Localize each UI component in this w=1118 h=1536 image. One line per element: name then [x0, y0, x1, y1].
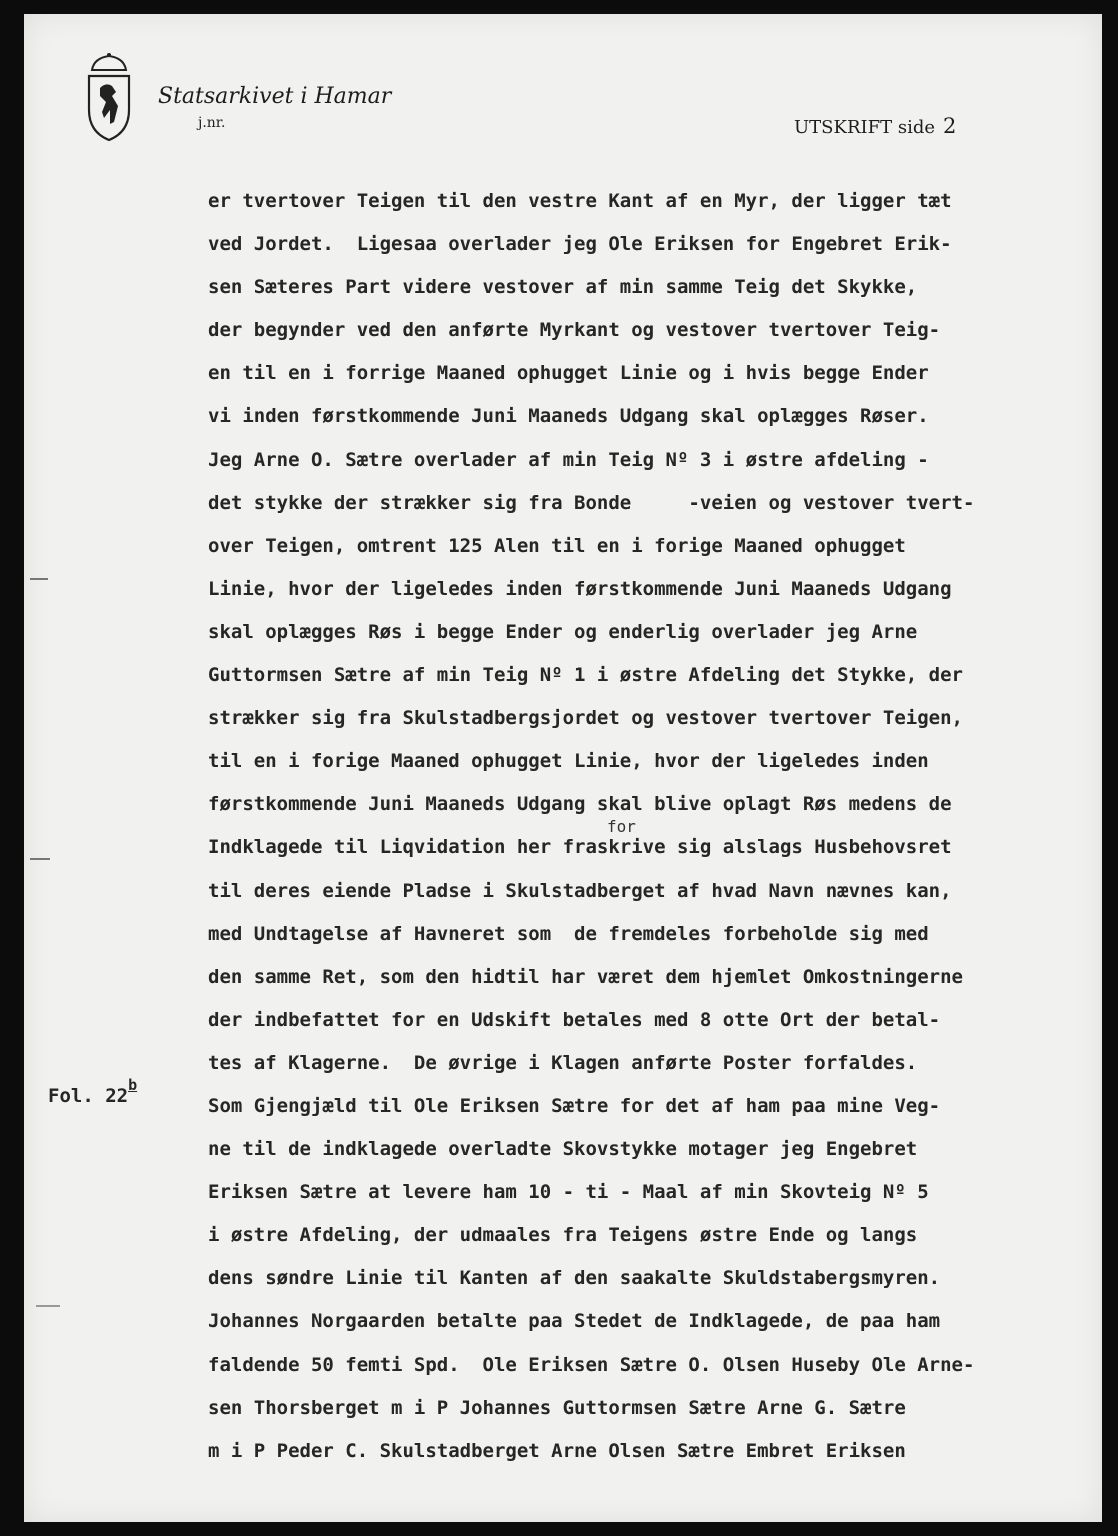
text-line: Eriksen Sætre at levere ham 10 - ti - Maal af min Skovteig Nº 5: [208, 1181, 929, 1204]
folio-text: Fol. 22: [48, 1085, 129, 1107]
margin-tick: [30, 858, 50, 860]
page-label: [794, 114, 956, 138]
transcript-body: [208, 180, 1088, 1473]
text-line: m i P Peder C. Skulstadberget Arne Olsen Sætre Embret Eriksen: [208, 1439, 906, 1462]
text-line: over Teigen, omtrent 125 Alen til en i forige Maaned ophugget: [208, 534, 906, 557]
document-label: UTSKRIFT side: [794, 117, 936, 138]
text-line: Indklagede til Liqvidation her fraskrive sig alslags Husbehovsret: [208, 836, 952, 859]
text-line: til deres eiende Pladse i Skulstadberget af hvad Navn nævnes kan,: [208, 879, 952, 902]
text-line: med Undtagelse af Havneret som de fremdeles forbeholde sig med: [208, 922, 929, 945]
page-number: 2: [943, 114, 957, 138]
coat-of-arms-icon: [84, 52, 134, 144]
margin-tick: [30, 578, 48, 580]
text-line: faldende 50 femti Spd. Ole Eriksen Sætre O. Olsen Huseby Ole Arne-: [208, 1353, 975, 1376]
text-line: Guttormsen Sætre af min Teig Nº 1 i østre Afdeling det Stykke, der: [208, 664, 963, 687]
text-line: ved Jordet. Ligesaa overlader jeg Ole Eriksen for Engebret Erik-: [208, 233, 952, 256]
text-line: det stykke der strækker sig fra Bonde -veien og vestover tvert-: [208, 491, 975, 514]
text-line: sen Sæteres Part videre vestover af min samme Teig det Skykke,: [208, 276, 918, 299]
text-line: førstkommende Juni Maaneds Udgang skal blive oplagt Røs medens de: [208, 793, 952, 816]
text-line: i østre Afdeling, der udmaales fra Teigens østre Ende og langs: [208, 1224, 918, 1247]
text-line: Jeg Arne O. Sætre overlader af min Teig Nº 3 i østre afdeling -: [208, 448, 929, 471]
folio-margin-note: [48, 1076, 138, 1107]
text-line: skal oplægges Røs i begge Ender og enderlig overlader jeg Arne: [208, 620, 918, 643]
text-line: sen Thorsberget m i P Johannes Guttormsen Sætre Arne G. Sætre: [208, 1396, 906, 1419]
text-line: til en i forige Maaned ophugget Linie, hvor der ligeledes inden: [208, 750, 929, 773]
text-line: der begynder ved den anførte Myrkant og vestover tvertover Teig-: [208, 319, 941, 342]
jnr-label: j.nr.: [198, 115, 226, 131]
text-line: den samme Ret, som den hidtil har været dem hjemlet Omkostningerne: [208, 965, 963, 988]
handwritten-insertion: for: [607, 817, 636, 836]
text-line: der indbefattet for en Udskift betales med 8 otte Ort der betal-: [208, 1008, 941, 1031]
margin-tick: [36, 1305, 60, 1307]
text-line: er tvertover Teigen til den vestre Kant af en Myr, der ligger tæt: [208, 190, 952, 212]
text-line: strækker sig fra Skulstadbergsjordet og vestover tvertover Teigen,: [208, 707, 963, 730]
text-line: dens søndre Linie til Kanten af den saakalte Skuldstabergsmyren.: [208, 1267, 941, 1290]
folio-superscript: b: [128, 1076, 138, 1094]
text-line: tes af Klagerne. De øvrige i Klagen anførte Poster forfaldes.: [208, 1051, 918, 1074]
text-line: ne til de indklagede overladte Skovstykke motager jeg Engebret: [208, 1138, 918, 1161]
text-line: vi inden førstkommende Juni Maaneds Udgang skal oplægges Røser.: [208, 405, 929, 428]
text-line: Linie, hvor der ligeledes inden førstkommende Juni Maaneds Udgang: [208, 577, 952, 600]
text-line: en til en i forrige Maaned ophugget Linie og i hvis begge Ender: [208, 362, 929, 385]
text-line: Som Gjengjæld til Ole Eriksen Sætre for det af ham paa mine Veg-: [208, 1094, 941, 1117]
document-page: [24, 14, 1102, 1522]
archive-name: Statsarkivet i Hamar: [158, 84, 392, 109]
text-line: Johannes Norgaarden betalte paa Stedet de Indklagede, de paa ham: [208, 1310, 941, 1333]
